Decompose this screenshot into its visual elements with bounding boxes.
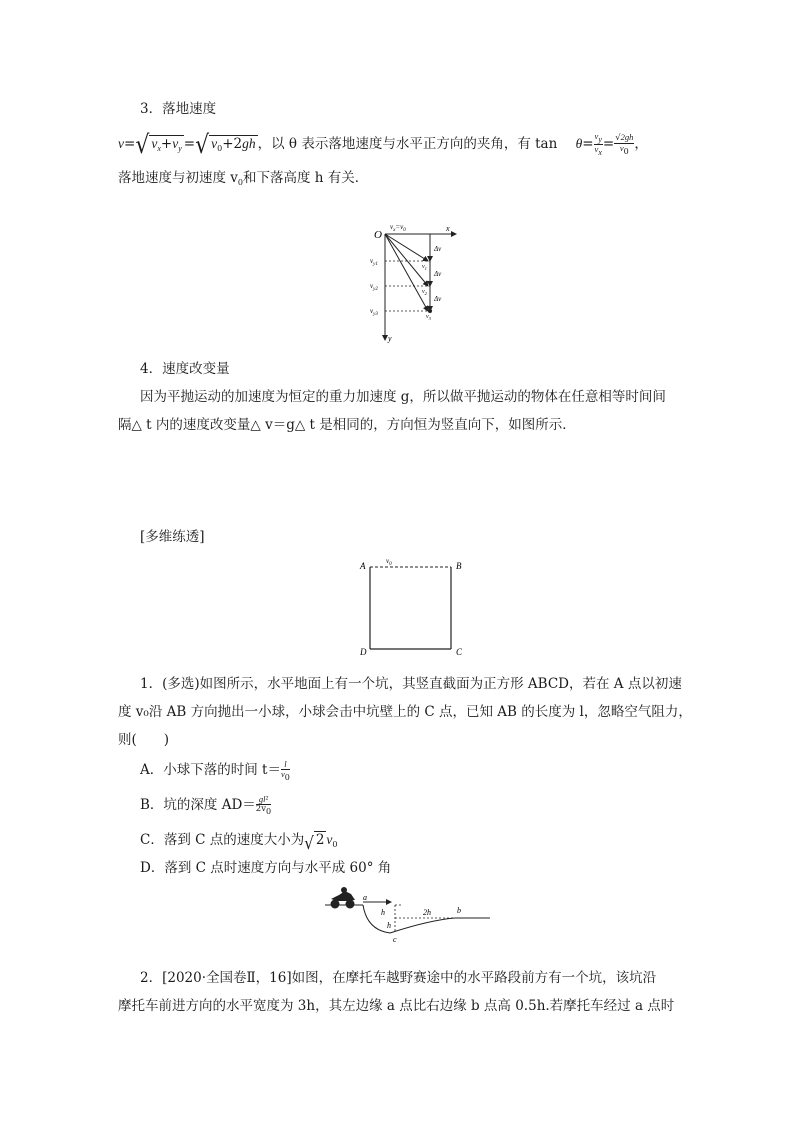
q1-option-a: A．小球下落的时间 t＝ $\frac{l}{v0}$ [140,758,290,782]
v2-arrow [385,234,428,286]
vy2-label: $v_{y2}$ [370,282,378,292]
dv-label-3: Δv [434,295,442,303]
label-v0: $v_0$ [386,557,392,567]
vy1-label: $v_{y1}$ [370,257,378,267]
height-label-h2: h [387,921,391,930]
velocity-change-diagram [360,218,470,346]
label-d: D [360,647,367,657]
practice-heading: [多维练透] [140,529,205,545]
y-axis-label: y [388,334,392,343]
q1-option-b: B．坑的深度 AD＝ $\frac{\text{gl²}}{2v0}$ [140,794,272,816]
top-velocity-label: $v_x=v_0$ [390,223,406,233]
v3-label: $v_3$ [426,314,431,321]
v1-arrow [385,234,428,261]
pit-curve [363,905,455,933]
v3-arrow [385,234,428,311]
section-3-line2: 落地速度与初速度 $v_0$和下落高度 h 有关． [118,170,369,187]
q1-line2: 度 v₀沿 AB 方向抛出一小球，小球会击中坑壁上的 C 点，已知 AB 的长度为 l，忽略空气阻力， [118,704,692,720]
motorcycle-pit-diagram [325,885,495,945]
q1-line3: 则( ) [118,732,170,748]
point-c: c [393,935,397,944]
origin-label: O [374,229,382,241]
section-3-heading: 3．落地速度 [140,101,217,117]
section-4-para-line2: 隔△ t 内的速度改变量△ v＝g△ t 是相同的，方向恒为竖直向下，如图所示． [118,417,576,433]
ball-marker [428,309,432,313]
point-a: a [363,893,367,902]
x-axis-label: x [446,224,450,233]
point-b: b [457,906,461,915]
label-c: C [456,647,463,657]
v2-label: $v_2$ [422,289,427,296]
section-4-para-line1: 因为平抛运动的加速度为恒定的重力加速度 g，所以做平抛运动的物体在任意相等时间间 [140,389,666,405]
q1-option-c: C．落到 C 点的速度大小为√ 2 $v_0$ [140,832,338,854]
q1-line1: 1．(多选)如图所示，水平地面上有一个坑，其竖直截面为正方形 ABCD，若在 A 点以初速 [140,676,682,692]
landing-speed-formula: v=√ $v_x+v_y$ =√ $v_0+2gh$ ，以 θ 表示落地速度与水平正方向的夹角，有 tan θ= $\frac{vy}{vx}$ = $\frac{√2gh}{v0}$ ， [118,131,648,160]
square-pit-diagram [355,553,470,658]
v1-label: $v_1$ [422,264,427,271]
q2-line2: 摩托车前进方向的水平宽度为 3h，其左边缘 a 点比右边缘 b 点高 0.5h.若摩托车经过 a 点时 [118,998,675,1014]
label-a: A [360,561,366,571]
vy3-label: $v_{y3}$ [370,307,378,317]
q1-option-d: D．落到 C 点时速度方向与水平成 60° 角 [140,860,392,876]
label-b: B [456,561,462,571]
width-label-2h: 2h [423,908,431,917]
dv-label-2: Δv [434,270,442,278]
q2-line1: 2．[2020·全国卷Ⅱ，16]如图，在摩托车越野赛途中的水平路段前方有一个坑，该坑沿 [140,970,657,986]
height-label-h1: h [381,908,385,917]
dv-label-1: Δv [434,245,442,253]
section-4-heading: 4．速度改变量 [140,361,230,377]
